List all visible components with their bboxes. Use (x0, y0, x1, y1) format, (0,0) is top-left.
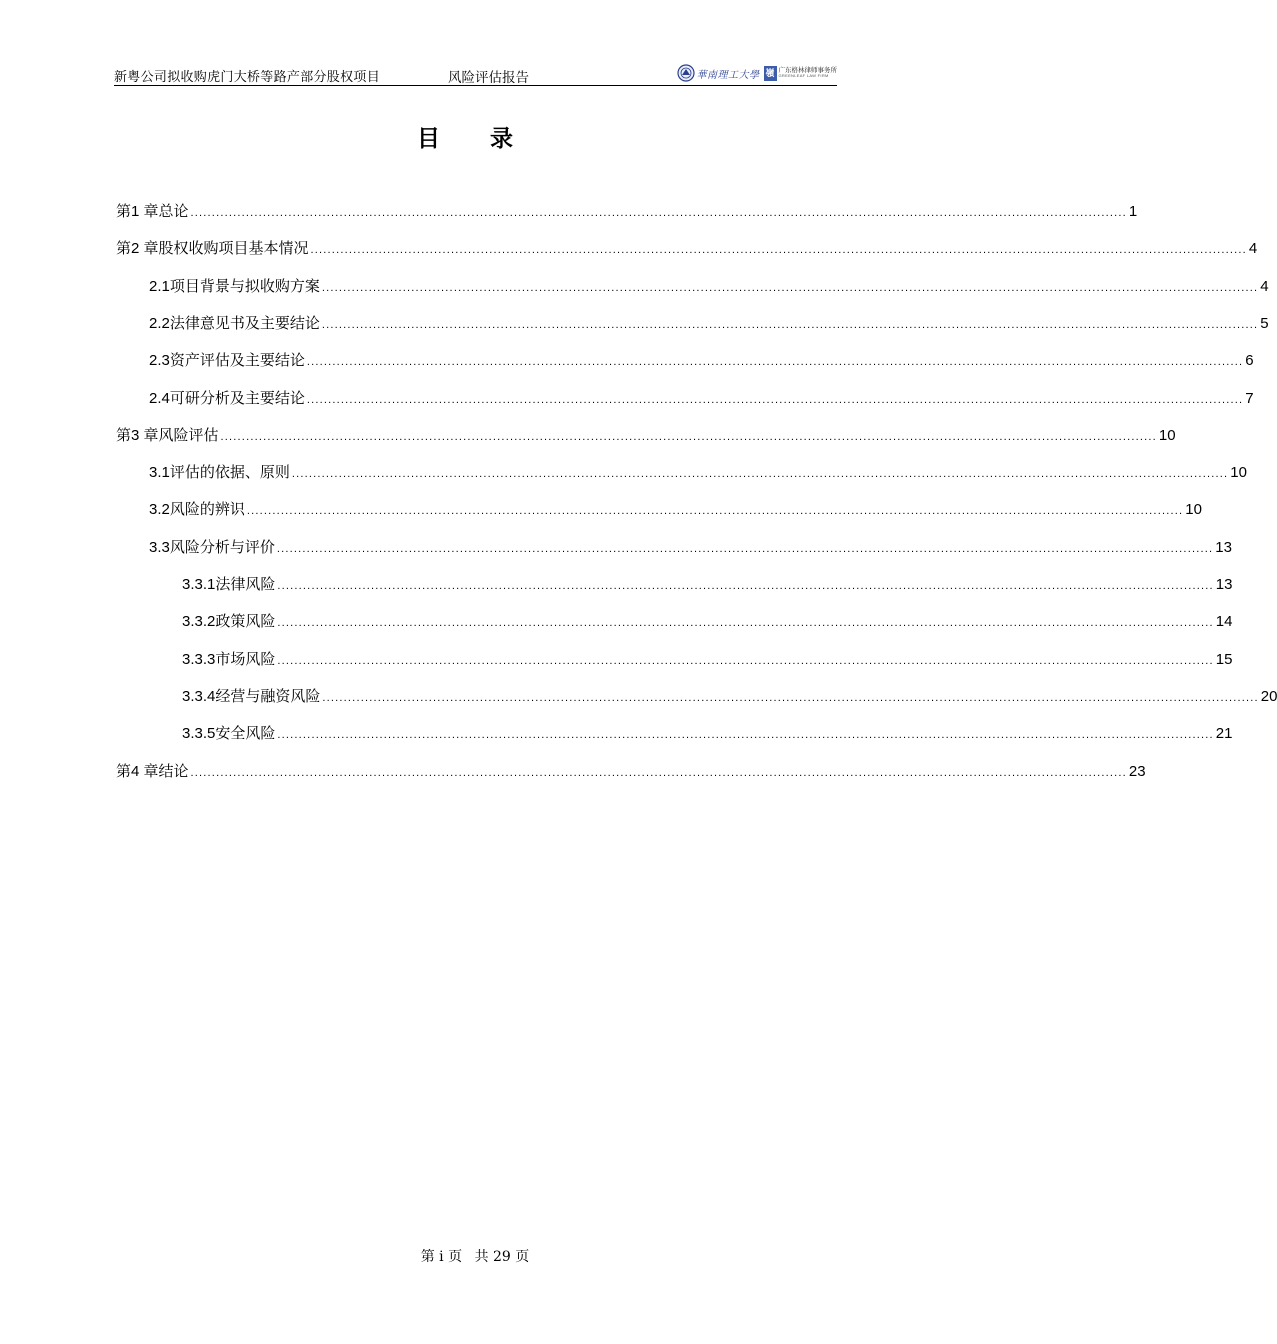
toc-entry-number: 第3 章 (116, 426, 159, 444)
toc-entry-label: 项目背景与拟收购方案 (169, 277, 320, 295)
toc-entry-number: 2.3 (149, 352, 170, 370)
footer-page-number: 第 i 页 (420, 1249, 463, 1265)
toc-entry-page: 10 (1185, 501, 1202, 519)
toc-entry-label: 市场风险 (215, 650, 276, 668)
toc-entry-page: 15 (1215, 650, 1233, 668)
toc-entry-label: 股权收购项目基本情况 (158, 240, 309, 258)
page-footer (0, 1246, 950, 1266)
toc-leader-dots: ............................................................................................................................................................................................................................ (276, 542, 1214, 555)
footer-total-pages: 共 29 页 (474, 1249, 530, 1265)
toc-leader-dots: ............................................................................................................................................................................................................................ (190, 766, 1127, 779)
toc-entry-page: 4 (1248, 240, 1258, 258)
toc-entry-number: 第4 章 (116, 762, 159, 780)
header-logos (677, 63, 838, 83)
toc-entry[interactable] (149, 388, 1254, 410)
toc-entry[interactable] (116, 425, 1176, 447)
toc-leader-dots: ............................................................................................................................................................................................................................ (322, 691, 1259, 704)
toc-entry-number: 2.4 (149, 389, 170, 407)
toc-leader-dots: ............................................................................................................................................................................................................................ (321, 318, 1259, 331)
toc-entry-label: 可研分析及主要结论 (169, 389, 305, 407)
toc-entry[interactable] (149, 350, 1254, 372)
law-firm-logo-mark: 嶺 (764, 66, 777, 81)
toc-entry[interactable] (182, 574, 1233, 596)
toc-leader-dots: ............................................................................................................................................................................................................................ (277, 580, 1214, 592)
toc-leader-dots: ............................................................................................................................................................................................................................ (190, 207, 1127, 219)
header-doc-type: 风险评估报告 (448, 70, 529, 85)
toc-entry-page: 1 (1128, 203, 1138, 220)
toc-entry-number: 3.3.2 (182, 613, 216, 631)
toc-entry-page: 10 (1158, 426, 1176, 444)
toc-entry-label: 经营与融资风险 (215, 687, 321, 705)
toc-leader-dots: ............................................................................................................................................................................................................................ (277, 654, 1214, 667)
toc-leader-dots: ............................................................................................................................................................................................................................ (321, 281, 1259, 294)
toc-entry-label: 法律风险 (215, 576, 276, 593)
law-firm-name-cn: 广东格林律师事务所 (778, 66, 837, 74)
university-seal-icon (677, 64, 695, 82)
toc-entry-page: 21 (1215, 725, 1233, 743)
toc-entry-label: 资产评估及主要结论 (169, 352, 305, 370)
toc-entry-label: 法律意见书及主要结论 (169, 314, 320, 332)
toc-entry-label: 评估的依据、原则 (169, 464, 290, 482)
page-header (114, 63, 837, 86)
law-firm-name-en: GREENLEAF LAW FIRM (778, 73, 829, 79)
toc-leader-dots: ............................................................................................................................................................................................................................ (306, 393, 1244, 406)
toc-entry[interactable] (149, 276, 1269, 298)
law-firm-logo (779, 68, 838, 79)
toc-leader-dots: ............................................................................................................................................................................................................................ (277, 729, 1214, 742)
toc-entry-number: 3.3.4 (182, 687, 216, 705)
toc-leader-dots: ............................................................................................................................................................................................................................ (220, 430, 1157, 443)
toc-entry-label: 风险分析与评价 (169, 538, 275, 556)
toc-entry-label: 结论 (158, 762, 189, 780)
toc-entry-number: 2.2 (149, 314, 170, 332)
toc-entry-number: 2.1 (149, 277, 170, 295)
toc-entry-page: 5 (1260, 314, 1269, 332)
toc-entry-number: 3.3.3 (182, 650, 216, 668)
toc-entry-number: 3.3.5 (182, 725, 216, 743)
toc-entry[interactable] (182, 611, 1233, 633)
toc-entry-page: 7 (1245, 389, 1254, 407)
toc-entry[interactable] (116, 238, 1258, 260)
toc-entry[interactable] (116, 201, 1138, 223)
toc-entry[interactable] (116, 761, 1146, 783)
page-title: 目录 (417, 125, 563, 151)
university-logo-text: 華南理工大學 (696, 69, 760, 81)
toc-leader-dots: ............................................................................................................................................................................................................................ (246, 505, 1184, 518)
toc-entry-page: 13 (1215, 538, 1232, 556)
toc-entry-page: 10 (1230, 464, 1247, 482)
toc-entry-number: 3.1 (149, 464, 170, 482)
toc-entry[interactable] (149, 499, 1202, 521)
toc-entry[interactable] (149, 313, 1269, 335)
toc-entry-page: 13 (1215, 576, 1233, 593)
toc-leader-dots: ............................................................................................................................................................................................................................ (291, 468, 1229, 481)
toc-leader-dots: ............................................................................................................................................................................................................................ (277, 617, 1214, 630)
toc-entry-page: 23 (1128, 762, 1146, 780)
toc-leader-dots: ............................................................................................................................................................................................................................ (306, 356, 1244, 369)
toc-entry-number: 第1 章 (116, 203, 159, 220)
toc-entry[interactable] (182, 686, 1277, 708)
toc-leader-dots: ............................................................................................................................................................................................................................ (310, 244, 1247, 257)
toc-entry-page: 20 (1260, 687, 1277, 705)
toc-entry[interactable] (149, 462, 1247, 484)
toc-entry-number: 3.3.1 (182, 576, 216, 593)
toc-entry-number: 3.2 (149, 501, 170, 519)
toc-entry-number: 3.3 (149, 538, 170, 556)
toc-entry[interactable] (149, 537, 1232, 559)
toc-entry[interactable] (182, 723, 1233, 745)
toc-entry-page: 4 (1260, 277, 1269, 295)
toc-entry-label: 政策风险 (215, 613, 276, 631)
toc-entry-page: 14 (1215, 613, 1233, 631)
toc-entry-label: 总论 (158, 203, 189, 220)
toc-entry-number: 第2 章 (116, 240, 159, 258)
header-project-title: 新粤公司拟收购虎门大桥等路产部分股权项目 (114, 70, 381, 85)
toc-entry-page: 6 (1245, 352, 1254, 370)
toc-entry-label: 风险评估 (158, 426, 219, 444)
toc-entry-label: 安全风险 (215, 725, 276, 743)
toc-entry-label: 风险的辨识 (169, 501, 245, 519)
toc-entry[interactable] (182, 649, 1233, 671)
